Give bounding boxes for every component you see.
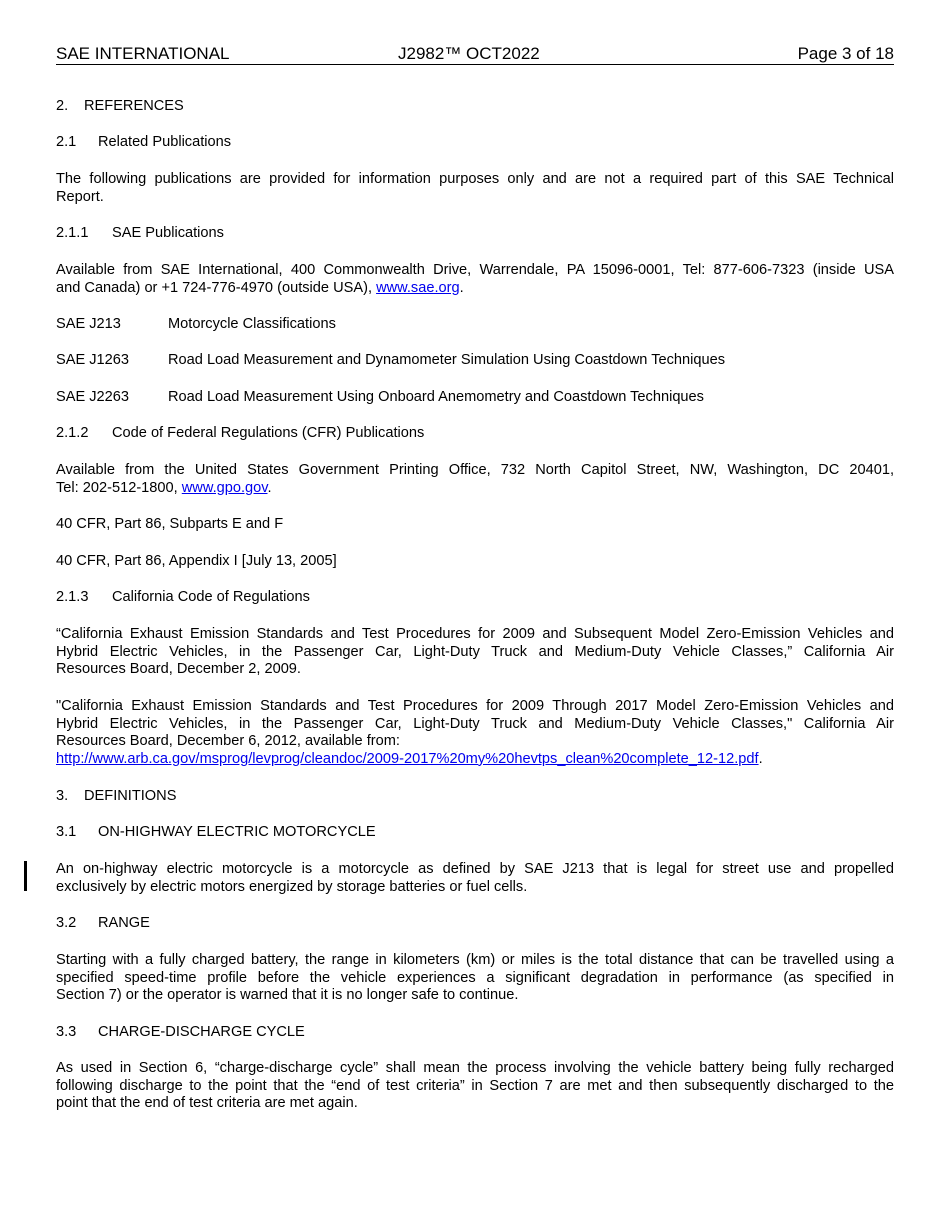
section-title: California Code of Regulations — [112, 589, 310, 605]
paragraph-line: An on-highway electric motorcycle is a motorcycle as defined by SAE J213 that is legal for street use and propelled — [56, 861, 894, 877]
paragraph-line: Available from the United States Government Printing Office, 732 North Capitol Street, NW, Washington, DC 20401, — [56, 462, 894, 478]
paragraph-line: following discharge to the point that the “end of test criteria” in Section 7 are met and then subsequently discharged to the — [56, 1077, 894, 1094]
header-org: SAE INTERNATIONAL — [56, 44, 230, 63]
paragraph-line: Resources Board, December 6, 2012, available from: — [56, 733, 400, 750]
paragraph-text: . — [267, 479, 272, 496]
section-heading-definitions — [56, 788, 894, 806]
section-title: Related Publications — [98, 134, 232, 150]
reference-code: SAE J2263 — [56, 389, 130, 405]
section-heading-cfr-publications — [56, 425, 894, 443]
arb-document-link[interactable]: http://www.arb.ca.gov/msprog/levprog/cleandoc/2009-2017%20my%20hevtps_clean%20complete_12-12.pdf — [56, 750, 759, 767]
section-title: RANGE — [98, 915, 150, 931]
reference-title: Road Load Measurement and Dynamometer Simulation Using Coastdown Techniques — [168, 352, 726, 368]
paragraph-range-definition — [56, 952, 894, 1005]
header-page-number: Page 3 of 18 — [797, 44, 894, 63]
reference-item: 40 CFR, Part 86, Appendix I [July 13, 2005] — [56, 553, 337, 569]
paragraph-line: Available from SAE International, 400 Commonwealth Drive, Warrendale, PA 15096-0001, Tel: 877-606-7323 (inside USA — [56, 262, 894, 278]
paragraph-text: . — [758, 750, 763, 767]
paragraph-line: Section 7) or the operator is warned that it is no longer safe to continue. — [56, 987, 519, 1004]
paragraph-line — [56, 280, 894, 298]
paragraph-cfr-availability — [56, 462, 894, 497]
section-title: CHARGE-DISCHARGE CYCLE — [98, 1024, 305, 1040]
paragraph-line — [56, 480, 894, 498]
reference-code: SAE J213 — [56, 316, 121, 332]
reference-item — [56, 352, 894, 370]
paragraph-line: Starting with a fully charged battery, the range in kilometers (km) or miles is the total distance that can be travelled using a — [56, 952, 894, 968]
header-doc-id: J2982™ OCT2022 — [398, 44, 540, 63]
section-number: 2.1.1 — [56, 225, 89, 241]
reference-code: SAE J1263 — [56, 352, 130, 368]
paragraph-charge-discharge-definition — [56, 1060, 894, 1113]
paragraph-line: exclusively by electric motors energized by storage batteries or fuel cells. — [56, 878, 528, 895]
paragraph-california-standards-2012 — [56, 698, 894, 768]
paragraph-line: Hybrid Electric Vehicles, in the Passenger Car, Light-Duty Truck and Medium-Duty Vehicle Classes," California Air — [56, 715, 894, 732]
section-title: Code of Federal Regulations (CFR) Publications — [112, 425, 425, 441]
section-title: ON-HIGHWAY ELECTRIC MOTORCYCLE — [98, 824, 376, 840]
paragraph-line: specified speed-time profile before the vehicle experiences a significant degradation in performance (as specified in — [56, 969, 894, 986]
paragraph-line: Resources Board, December 2, 2009. — [56, 661, 301, 678]
reference-item — [56, 316, 894, 334]
section-number: 3.3 — [56, 1024, 77, 1040]
section-heading-references — [56, 98, 894, 116]
reference-title: Motorcycle Classifications — [168, 316, 336, 332]
paragraph-line: As used in Section 6, “charge-discharge cycle” shall mean the process involving the vehicle battery being fully recharged — [56, 1060, 894, 1076]
section-number: 3. — [56, 788, 69, 804]
section-number: 2.1.3 — [56, 589, 89, 605]
paragraph-line: “California Exhaust Emission Standards and Test Procedures for 2009 and Subsequent Model Zero-Emission Vehicles and — [56, 626, 894, 642]
sae-website-link[interactable]: www.sae.org — [376, 279, 460, 296]
section-number: 3.2 — [56, 915, 77, 931]
paragraph-text: and Canada) or +1 724-776-4970 (outside USA), — [56, 279, 377, 296]
section-number: 2.1.2 — [56, 425, 89, 441]
paragraph-line: "California Exhaust Emission Standards and Test Procedures for 2009 Through 2017 Model Zero-Emission Vehicles and — [56, 698, 894, 714]
section-heading-electric-motorcycle — [56, 824, 894, 842]
section-heading-related-publications — [56, 134, 894, 152]
paragraph-line: The following publications are provided for information purposes only and are not a required part of this SAE Technical — [56, 171, 894, 187]
paragraph-related-publications — [56, 171, 894, 206]
section-number: 2.1 — [56, 134, 77, 150]
section-heading-california-code — [56, 589, 894, 607]
section-number: 3.1 — [56, 824, 77, 840]
paragraph-line: Hybrid Electric Vehicles, in the Passenger Car, Light-Duty Truck and Medium-Duty Vehicle Classes,” California Air — [56, 643, 894, 660]
paragraph-california-standards-2009 — [56, 626, 894, 679]
paragraph-text: . — [459, 279, 464, 296]
paragraph-electric-motorcycle-definition — [56, 861, 894, 896]
reference-item — [56, 389, 894, 407]
reference-title: Road Load Measurement Using Onboard Anemometry and Coastdown Techniques — [168, 389, 704, 405]
page-header — [56, 44, 894, 65]
section-title: DEFINITIONS — [84, 788, 177, 804]
section-title: SAE Publications — [112, 225, 224, 241]
revision-change-bar — [24, 861, 27, 891]
section-heading-sae-publications — [56, 225, 894, 243]
paragraph-line: Report. — [56, 188, 104, 205]
paragraph-line — [56, 751, 894, 769]
paragraph-sae-availability — [56, 262, 894, 297]
paragraph-line: point that the end of test criteria are met again. — [56, 1095, 358, 1112]
section-number: 2. — [56, 98, 69, 114]
section-heading-range — [56, 915, 894, 933]
section-title: REFERENCES — [84, 98, 184, 114]
section-heading-charge-discharge-cycle — [56, 1024, 894, 1042]
paragraph-text: Tel: 202-512-1800, — [56, 479, 182, 496]
gpo-website-link[interactable]: www.gpo.gov — [181, 479, 268, 496]
reference-item: 40 CFR, Part 86, Subparts E and F — [56, 516, 284, 532]
